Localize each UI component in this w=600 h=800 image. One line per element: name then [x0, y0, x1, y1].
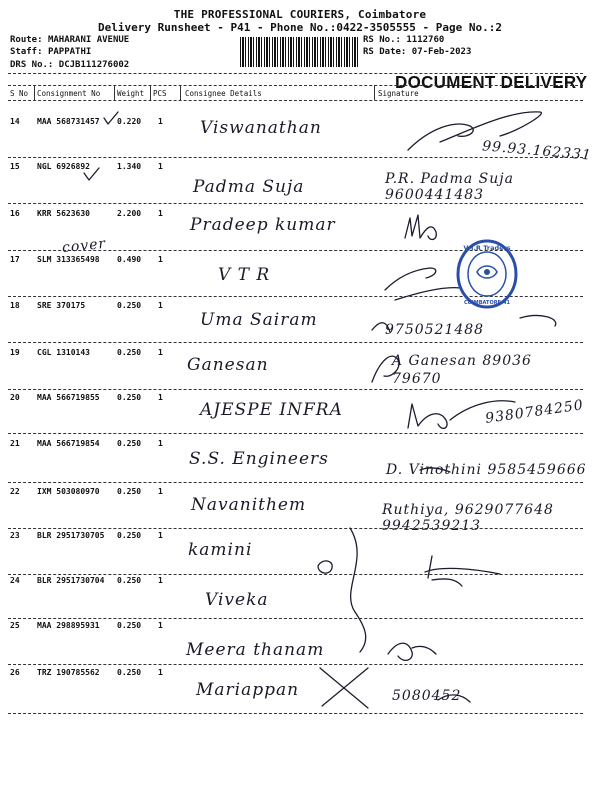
column-sno: S No	[10, 89, 29, 98]
row-sno: 22	[10, 487, 20, 496]
row-weight: 1.340	[117, 162, 142, 171]
row-sno: 25	[10, 621, 20, 630]
column-weight: Weight	[117, 89, 145, 98]
row-signature-phone: A Ganesan 89036 79670	[392, 353, 532, 387]
row-pcs: 1	[158, 576, 163, 585]
company-title: THE PROFESSIONAL COURIERS, Coimbatore	[173, 8, 427, 21]
row-sno: 23	[10, 531, 20, 540]
row-pcs: 1	[158, 531, 163, 540]
row-consignee-handwritten: Meera thanam	[186, 640, 325, 660]
row-consignee-handwritten: V T R	[218, 265, 271, 285]
row-pcs: 1	[158, 439, 163, 448]
row-consignee-handwritten: Uma Sairam	[200, 310, 318, 330]
row-sno: 26	[10, 668, 20, 677]
row-sno: 14	[10, 117, 20, 126]
row-weight: 0.220	[117, 117, 142, 126]
runsheet-subtitle: Delivery Runsheet - P41 - Phone No.:0422-3505555 - Page No.:2	[98, 21, 502, 34]
row-signature-phone: P.R. Padma Suja 9600441483	[385, 171, 514, 203]
cover-annotation: cover	[61, 235, 107, 257]
check-mark	[104, 112, 118, 124]
route-value: MAHARANI AVENUE	[47, 35, 130, 45]
row-consignee-handwritten: S.S. Engineers	[189, 449, 329, 469]
row-sno: 24	[10, 576, 20, 585]
signature-scribble	[438, 695, 470, 702]
row-consignee-handwritten: Navanithem	[191, 495, 307, 515]
signature-scribble	[408, 401, 515, 429]
row-weight: 0.250	[117, 487, 142, 496]
signature-scribble	[372, 316, 556, 332]
row-pcs: 1	[158, 487, 163, 496]
row-weight: 0.250	[117, 668, 142, 677]
check-mark	[84, 168, 99, 180]
row-weight: 0.250	[117, 393, 142, 402]
row-consignee-handwritten: Ganesan	[187, 355, 269, 375]
stamp-line2: COIMBATORE-41	[463, 300, 511, 306]
signature-scribble	[318, 561, 332, 573]
row-pcs: 1	[158, 162, 163, 171]
document-delivery-label: DOCUMENT DELIVERY	[395, 72, 588, 93]
row-consignee-handwritten: Viveka	[205, 590, 269, 610]
company-stamp	[455, 238, 519, 310]
cross-mark	[320, 668, 368, 708]
row-sno: 20	[10, 393, 20, 402]
column-consignment: Consignment No	[37, 89, 101, 98]
row-consignment-no: BLR 2951730704	[37, 576, 105, 585]
rs-date-label: RS Date:	[363, 47, 407, 57]
row-signature-phone: 9750521488	[385, 322, 485, 338]
rs-no-value: 1112760	[406, 35, 445, 45]
row-consignee-handwritten: Pradeep kumar	[190, 215, 336, 235]
signature-scribble	[408, 112, 541, 150]
row-sno: 21	[10, 439, 20, 448]
signature-scribble	[350, 528, 366, 652]
rs-date-value: 07-Feb-2023	[411, 47, 472, 57]
row-weight: 0.250	[117, 576, 142, 585]
row-pcs: 1	[158, 301, 163, 310]
row-consignment-no: SRE 370175	[37, 301, 86, 310]
row-consignee-handwritten: kamini	[188, 540, 253, 560]
signature-scribble	[405, 215, 436, 239]
signature-scribble	[420, 468, 450, 472]
row-pcs: 1	[158, 348, 163, 357]
row-weight: 2.200	[117, 209, 142, 218]
row-pcs: 1	[158, 393, 163, 402]
row-consignment-no: MAA 298895931	[37, 621, 100, 630]
rs-no-label: RS No.:	[363, 35, 401, 45]
row-sno: 18	[10, 301, 20, 310]
row-signature-phone: 99.93.162331	[481, 138, 593, 164]
row-weight: 0.250	[117, 439, 142, 448]
stamp-line1: V.T.R Traders	[463, 244, 511, 252]
row-consignment-no: MAA 566719854	[37, 439, 100, 448]
row-sno: 17	[10, 255, 20, 264]
row-consignment-no: SLM 313365498	[37, 255, 100, 264]
row-consignment-no: MAA 566719855	[37, 393, 100, 402]
column-signature: Signature	[378, 89, 419, 98]
row-consignment-no: TRZ 190785562	[37, 668, 100, 677]
row-pcs: 1	[158, 117, 163, 126]
staff-label: Staff:	[10, 47, 43, 57]
row-signature-phone: Ruthiya, 9629077648 9942539213	[382, 502, 554, 534]
row-consignment-no: BLR 2951730705	[37, 531, 105, 540]
row-consignee-handwritten: Padma Suja	[193, 177, 305, 197]
row-weight: 0.490	[117, 255, 142, 264]
row-consignee-handwritten: Viswanathan	[200, 118, 322, 138]
row-signature-phone: D. Vinothini 9585459666	[386, 462, 587, 478]
row-consignment-no: KRR 5623630	[37, 209, 90, 218]
signature-scribble	[372, 356, 399, 382]
row-signature-phone: 9380784250	[484, 397, 585, 427]
column-consignee: Consignee Details	[185, 89, 262, 98]
route-label: Route:	[10, 35, 43, 45]
row-pcs: 1	[158, 209, 163, 218]
row-pcs: 1	[158, 668, 163, 677]
row-consignment-no: MAA 568731457	[37, 117, 100, 126]
row-consignee-handwritten: Mariappan	[196, 680, 300, 700]
row-consignee-handwritten: AJESPE INFRA	[200, 400, 343, 420]
row-sno: 15	[10, 162, 20, 171]
drs-label: DRS No.:	[10, 60, 54, 70]
row-weight: 0.250	[117, 301, 142, 310]
row-weight: 0.250	[117, 531, 142, 540]
row-signature-phone: 5080452	[392, 688, 462, 704]
row-weight: 0.250	[117, 621, 142, 630]
row-pcs: 1	[158, 621, 163, 630]
signature-scribble	[388, 643, 436, 660]
signature-scribble	[385, 268, 460, 300]
signature-scribble	[425, 556, 500, 586]
drs-value: DCJB111276002	[58, 60, 130, 70]
row-consignment-no: CGL 1310143	[37, 348, 90, 357]
row-sno: 16	[10, 209, 20, 218]
row-pcs: 1	[158, 255, 163, 264]
staff-value: PAPPATHI	[47, 47, 92, 57]
column-pcs: PCS	[153, 89, 167, 98]
row-consignment-no: IXM 503080970	[37, 487, 100, 496]
row-sno: 19	[10, 348, 20, 357]
row-weight: 0.250	[117, 348, 142, 357]
row-consignment-no: NGL 6926892	[37, 162, 90, 171]
